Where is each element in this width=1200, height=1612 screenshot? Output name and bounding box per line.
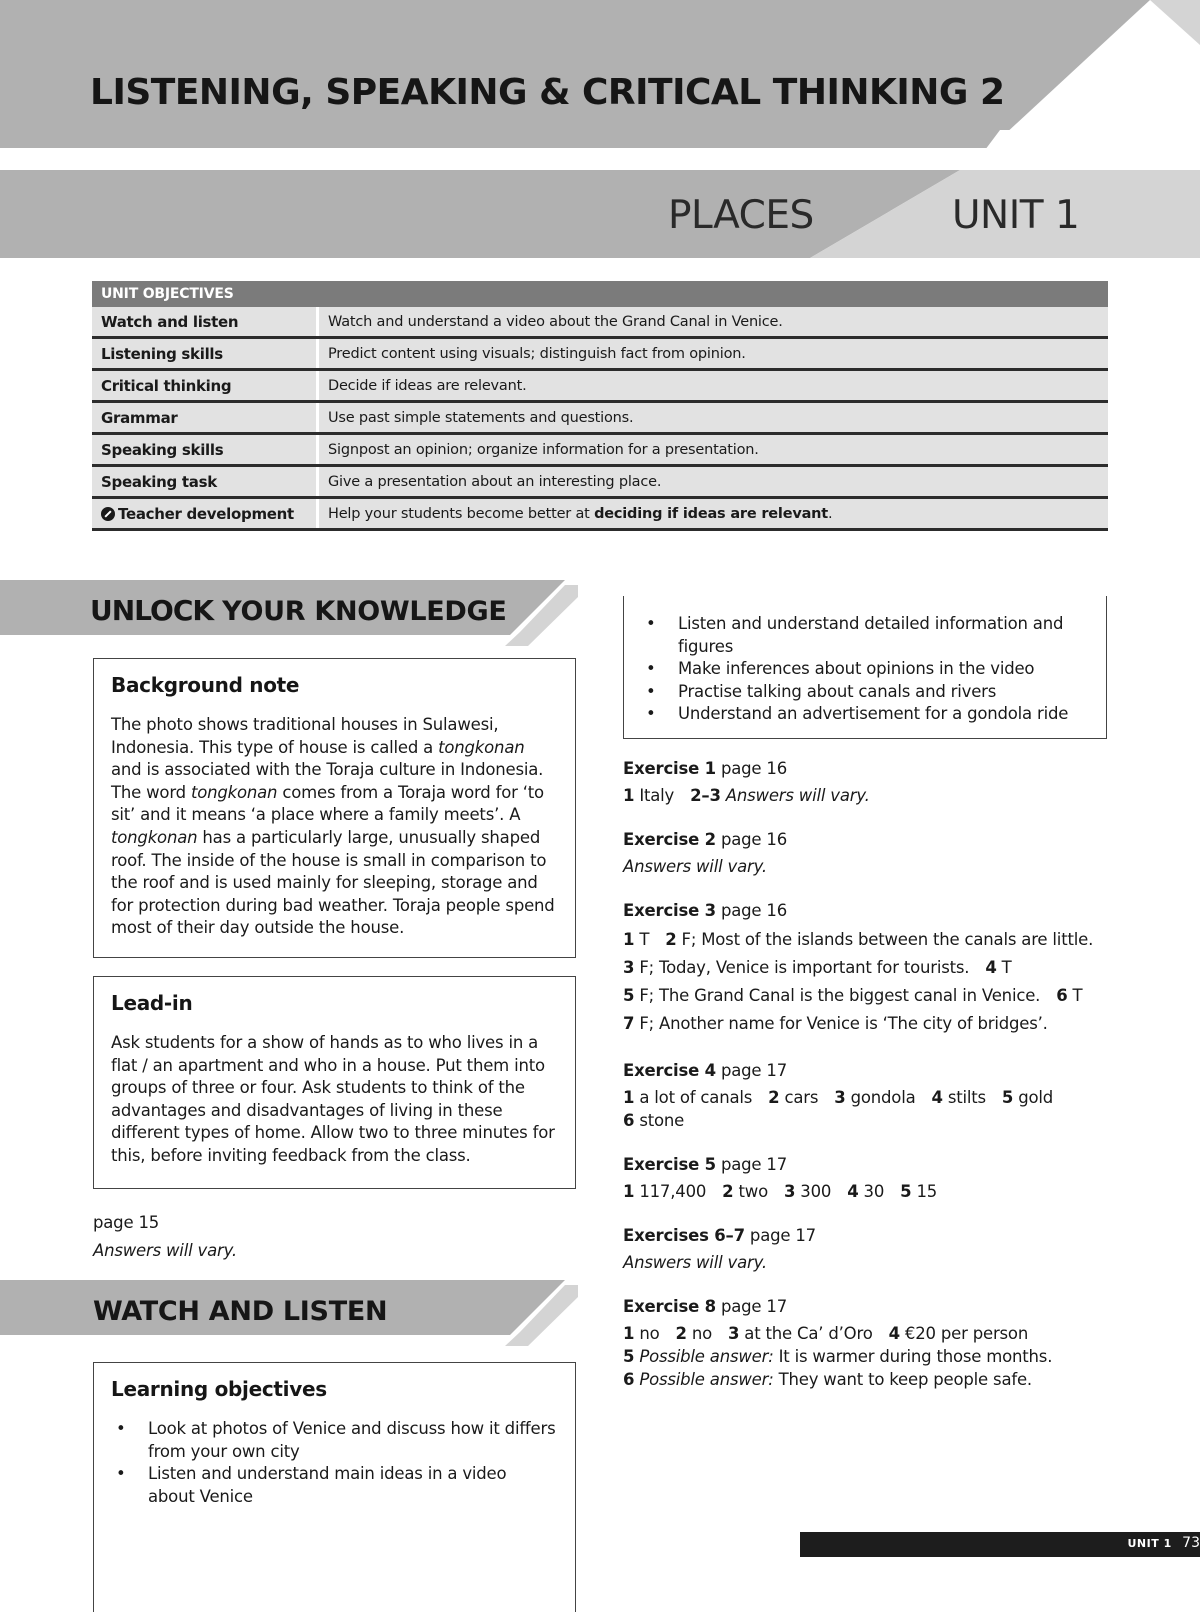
unit-label: UNIT 1 — [952, 193, 1079, 238]
objective-label: Watch and listen — [92, 307, 318, 338]
exercise-4: Exercise 4 page 17 1 a lot of canals 2 cars 3 gondola 4 stilts 5 gold 6 stone — [623, 1056, 1183, 1132]
table-row — [92, 434, 1108, 466]
table-row — [92, 498, 1108, 530]
exercise-title: Exercises 6–7 — [623, 1226, 745, 1245]
exercise-title: Exercise 2 — [623, 830, 716, 849]
objectives-heading: UNIT OBJECTIVES — [92, 281, 1108, 307]
objective-label: Critical thinking — [92, 370, 318, 402]
unit-band — [0, 170, 960, 258]
unlock-answers — [93, 1209, 237, 1265]
table-row — [92, 370, 1108, 402]
footer-bar — [800, 1532, 1200, 1557]
list-item: • Listen and understand main ideas in a video about Venice — [111, 1463, 558, 1508]
background-note-title: Background note — [111, 673, 558, 697]
exercise-title: Exercise 1 — [623, 759, 716, 778]
watch-listen-heading: WATCH AND LISTEN — [93, 1296, 387, 1327]
learning-objectives-list — [111, 1418, 558, 1508]
exercise-title: Exercise 4 — [623, 1061, 716, 1080]
page-number: 73 — [1182, 1535, 1200, 1551]
list-item: • Understand an advertisement for a gondola ride — [641, 703, 1089, 726]
unlock-page: page 15 — [93, 1209, 237, 1237]
objective-text: Use past simple statements and questions. — [318, 402, 1109, 434]
exercise-page: page 16 — [721, 759, 787, 778]
teacher-dev-text: Help your students become better at — [328, 506, 594, 522]
teacher-dev-label: Teacher development — [118, 505, 294, 523]
exercise-8: Exercise 8 page 17 1 no 2 no 3 at the Ca’ d’Oro 4 €20 per person 5 Possible answer: It is warmer during those months. 6 Possible answer: They want to keep people safe. — [623, 1292, 1183, 1391]
unlock-logo: UNLOCK — [90, 594, 213, 627]
lead-in-text: Ask students for a show of hands as to who lives in a flat / an apartment and who in a house. Put them into groups of three or four. Ask students to think of the advantages and disadvantages of living in these different types of home. Allow two to three minutes for this, before inviting feedback from the class. — [111, 1032, 558, 1168]
table-row — [92, 307, 1108, 338]
background-note-text: The photo shows traditional houses in Sulawesi, Indonesia. This type of house is called a tongkonan and is associated with the Toraja culture in Indonesia. The word tongkonan comes from a Toraja word for ‘to sit’ and it means ‘a place where a family meets’. A tongkonan has a particularly large, unusually shaped roof. The inside of the house is small in comparison to the roof and is used mainly for sleeping, storage and for protection during bad weather. Toraja people spend most of their day outside the house. — [111, 714, 558, 940]
unit-theme: PLACES — [668, 193, 814, 238]
objective-text — [318, 498, 1109, 530]
exercises-6-7: Exercises 6–7 page 17 Answers will vary. — [623, 1221, 1183, 1274]
exercise-page: page 16 — [721, 901, 787, 920]
objective-label: Speaking task — [92, 466, 318, 498]
exercise-3: Exercise 3 page 16 1 T 2 F; Most of the islands between the canals are little. 3 F; Today, Venice is important for tourists. 4 T 5 F; The Grand Canal is the biggest canal in Venice. 6 T 7 F; Another name for Venice is ‘The city of bridges’. — [623, 896, 1183, 1038]
table-row — [92, 466, 1108, 498]
objective-text: Signpost an opinion; organize information for a presentation. — [318, 434, 1109, 466]
exercise-page: page 17 — [721, 1061, 787, 1080]
objective-label: Listening skills — [92, 338, 318, 370]
objective-text: Predict content using visuals; distinguish fact from opinion. — [318, 338, 1109, 370]
learning-objectives-continued-box — [623, 596, 1107, 739]
background-note-box — [93, 658, 576, 958]
footer-page-label — [1128, 1535, 1200, 1551]
footer-unit: UNIT 1 — [1128, 1537, 1172, 1550]
exercise-title: Exercise 8 — [623, 1297, 716, 1316]
exercise-2: Exercise 2 page 16 Answers will vary. — [623, 825, 1183, 878]
objective-label: Grammar — [92, 402, 318, 434]
exercise-page: page 17 — [721, 1155, 787, 1174]
exercise-title: Exercise 3 — [623, 901, 716, 920]
lead-in-title: Lead-in — [111, 991, 558, 1015]
teacher-dev-bold: deciding if ideas are relevant — [594, 506, 828, 522]
list-item: • Listen and understand detailed information and figures — [641, 613, 1089, 658]
objective-text: Give a presentation about an interesting place. — [318, 466, 1109, 498]
list-item: • Look at photos of Venice and discuss how it differs from your own city — [111, 1418, 558, 1463]
learning-objectives-list-continued — [641, 613, 1089, 726]
lead-in-box — [93, 976, 576, 1189]
learning-objectives-title: Learning objectives — [111, 1377, 558, 1401]
list-item: • Practise talking about canals and rivers — [641, 681, 1089, 704]
objective-label — [92, 498, 318, 530]
objective-label: Speaking skills — [92, 434, 318, 466]
answers-column — [623, 754, 1183, 1409]
unlock-heading-rest: YOUR KNOWLEDGE — [222, 596, 506, 627]
exercise-5: Exercise 5 page 17 1 117,400 2 two 3 300 4 30 5 15 — [623, 1150, 1183, 1203]
table-row — [92, 402, 1108, 434]
objective-text: Decide if ideas are relevant. — [318, 370, 1109, 402]
band-gap — [985, 130, 1200, 150]
pencil-icon — [101, 507, 115, 521]
exercise-title: Exercise 5 — [623, 1155, 716, 1174]
unit-objectives-table — [92, 281, 1108, 531]
exercise-1: Exercise 1 page 16 1 Italy 2–3 Answers will vary. — [623, 754, 1183, 807]
learning-objectives-box — [93, 1362, 576, 1612]
exercise-page: page 17 — [721, 1297, 787, 1316]
series-title: LISTENING, SPEAKING & CRITICAL THINKING 2 — [90, 72, 1005, 113]
top-band-accent — [1150, 0, 1200, 45]
unlock-answer: Answers will vary. — [93, 1237, 237, 1265]
exercise-page: page 17 — [750, 1226, 816, 1245]
table-row — [92, 338, 1108, 370]
objective-text: Watch and understand a video about the Grand Canal in Venice. — [318, 307, 1109, 338]
unlock-heading — [90, 594, 507, 627]
list-item: • Make inferences about opinions in the video — [641, 658, 1089, 681]
teacher-dev-end: . — [828, 506, 832, 522]
exercise-page: page 16 — [721, 830, 787, 849]
